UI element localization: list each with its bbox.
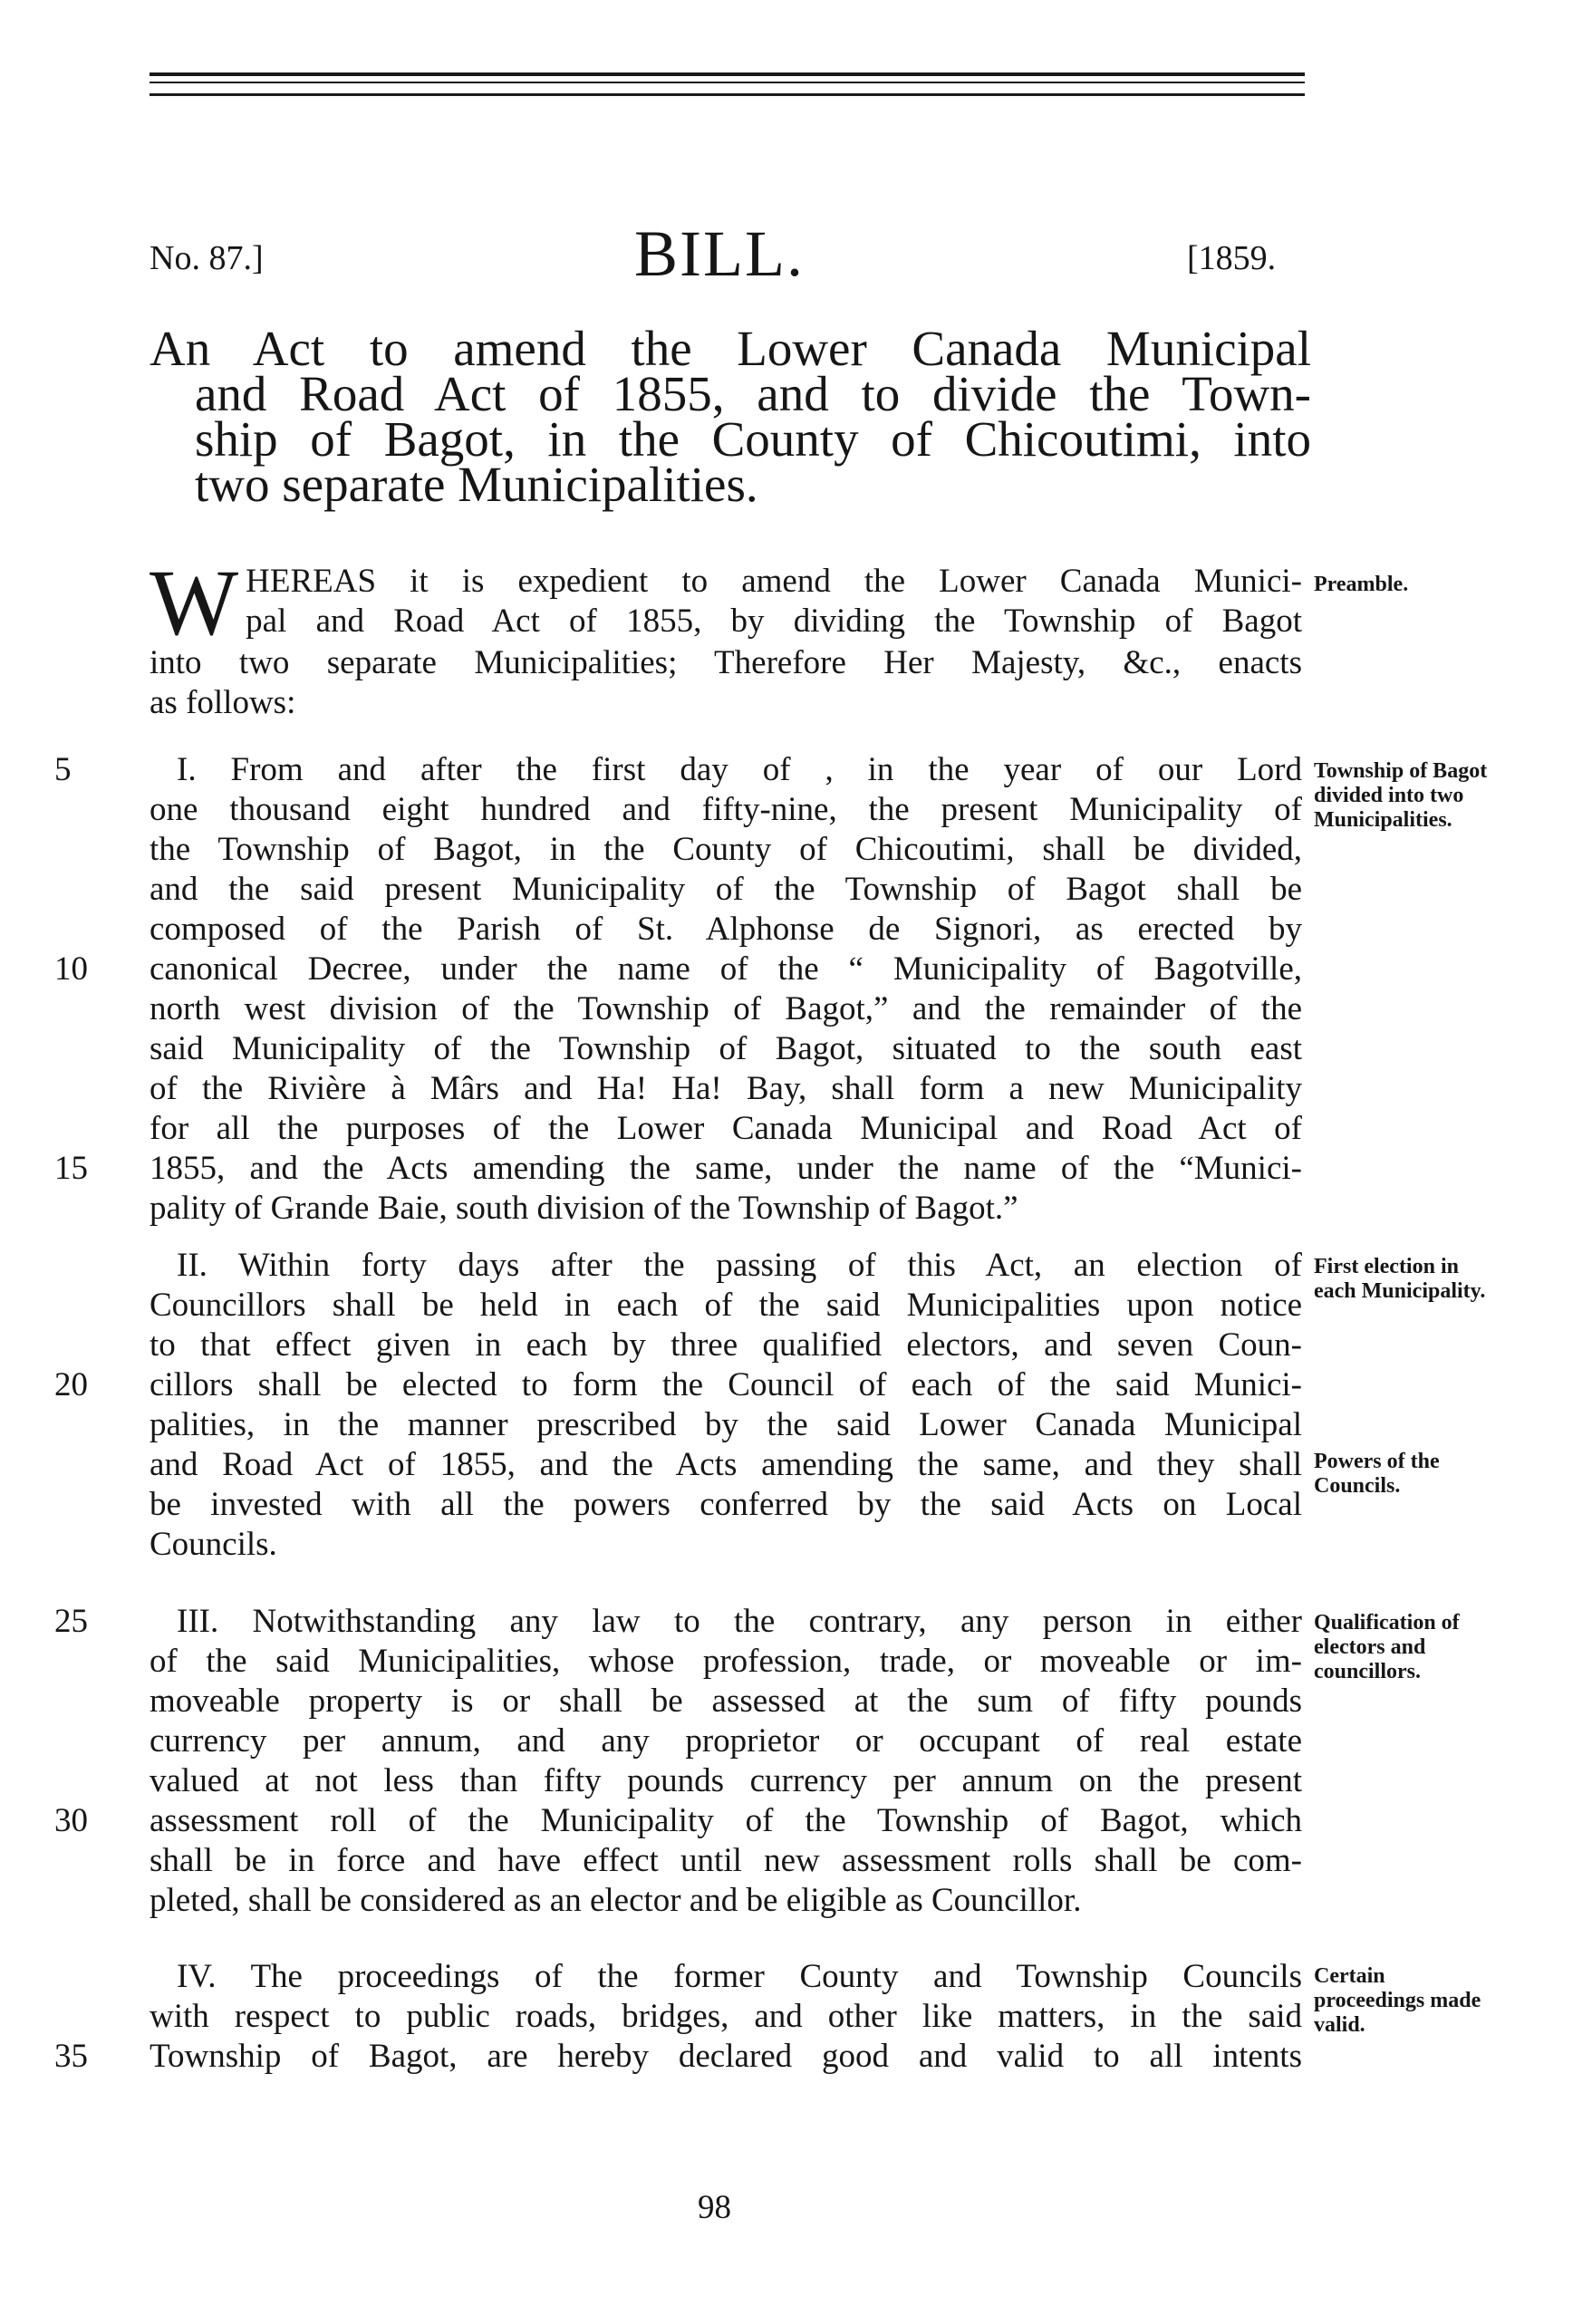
bill-year: [1859. (1187, 239, 1277, 277)
drop-cap: W (150, 551, 239, 655)
title-line: two separate Municipalities. (195, 457, 758, 512)
section-line: be invested with all the powers conferred by the said Acts on Local (150, 1486, 1302, 1523)
section-line: the Township of Bagot, in the County of Chicoutimi, shall be divided, (150, 831, 1302, 868)
section-line: currency per annum, and any proprietor or occupant of real estate (150, 1722, 1302, 1760)
section-4 (150, 1957, 1302, 2077)
preamble (150, 551, 1302, 723)
line-number: 25 (54, 1603, 88, 1640)
section-line: one thousand eight hundred and fifty-nine, the present Municipality of (150, 791, 1302, 828)
preamble-line: into two separate Municipalities; Therefore Her Majesty, &c., enacts (150, 644, 1302, 681)
section-line: moveable property is or shall be assessed at the sum of fifty pounds (150, 1683, 1302, 1720)
top-rule (150, 72, 1305, 76)
line-number: 15 (54, 1150, 88, 1187)
section-line: and Road Act of 1855, and the Acts amending the same, and they shall (150, 1446, 1302, 1483)
preamble-line: HEREAS it is expedient to amend the Lower Canada Munici- (246, 563, 1302, 600)
document-type: BILL. (634, 217, 805, 290)
title-line: ship of Bagot, in the County of Chicoutimi, into (195, 411, 1311, 467)
section-line: canonical Decree, under the name of the “ Municipality of Bagotville, (150, 950, 1302, 988)
section-3 (150, 1602, 1302, 1921)
preamble-line: as follows: (150, 684, 296, 721)
page-number: 98 (698, 2189, 731, 2226)
section-line: with respect to public roads, bridges, and other like matters, in the said (150, 1998, 1302, 2035)
top-rule (150, 82, 1305, 83)
margin-note: First election in each Municipality. (1314, 1255, 1486, 1303)
title-line: and Road Act of 1855, and to divide the Town- (195, 366, 1311, 421)
section-line: valued at not less than fifty pounds currency per annum on the present (150, 1762, 1302, 1799)
act-title (150, 321, 1311, 512)
line-number: 30 (54, 1802, 88, 1839)
section-line: III. Notwithstanding any law to the contrary, any person in either (177, 1603, 1302, 1640)
section-line: assessment roll of the Municipality of the Township of Bagot, which (150, 1802, 1302, 1839)
section-2 (150, 1246, 1302, 1565)
section-line: IV. The proceedings of the former County and Township Councils (177, 1958, 1302, 1995)
section-line: palities, in the manner prescribed by the said Lower Canada Municipal (150, 1406, 1302, 1443)
margin-note: Certain proceedings made valid. (1314, 1964, 1481, 2037)
margin-note: Qualification of electors and councillors. (1314, 1611, 1460, 1683)
section-line: pality of Grande Baie, south division of the Township of Bagot.” (150, 1190, 1018, 1227)
section-line: and the said present Municipality of the Township of Bagot shall be (150, 871, 1302, 908)
section-line: of the Rivière à Mârs and Ha! Ha! Bay, shall form a new Municipality (150, 1070, 1302, 1107)
margin-note: Township of Bagot divided into two Municipalities. (1314, 759, 1488, 832)
top-rule (150, 93, 1305, 96)
section-line: composed of the Parish of St. Alphonse de Signori, as erected by (150, 911, 1302, 948)
line-number: 10 (54, 950, 88, 988)
section-line: of the said Municipalities, whose profession, trade, or moveable or im- (150, 1643, 1302, 1680)
section-line: for all the purposes of the Lower Canada Municipal and Road Act of (150, 1110, 1302, 1147)
section-line: II. Within forty days after the passing of this Act, an election of (177, 1247, 1302, 1284)
section-line: pleted, shall be considered as an elector and be eligible as Councillor. (150, 1882, 1082, 1919)
margin-note: Preamble. (1314, 573, 1409, 596)
section-1 (150, 750, 1302, 1229)
section-line: 1855, and the Acts amending the same, under the name of the “Munici- (150, 1150, 1302, 1187)
section-line: I. From and after the first day of , in the year of our Lord (177, 751, 1302, 788)
preamble-line: pal and Road Act of 1855, by dividing the Township of Bagot (246, 603, 1302, 640)
title-line: An Act to amend the Lower Canada Municipal (150, 321, 1311, 376)
section-line: Councils. (150, 1526, 277, 1563)
section-line: cillors shall be elected to form the Council of each of the said Munici- (150, 1366, 1302, 1403)
section-line: Township of Bagot, are hereby declared good and valid to all intents (150, 2038, 1302, 2075)
line-number: 20 (54, 1366, 88, 1403)
bill-number: No. 87.] (150, 239, 264, 277)
margin-note: Powers of the Councils. (1314, 1450, 1440, 1498)
section-line: Councillors shall be held in each of the said Municipalities upon notice (150, 1287, 1302, 1324)
line-number: 35 (54, 2038, 88, 2075)
section-line: to that effect given in each by three qualified electors, and seven Coun- (150, 1326, 1302, 1364)
section-line: said Municipality of the Township of Bagot, situated to the south east (150, 1030, 1302, 1067)
section-line: shall be in force and have effect until new assessment rolls shall be com- (150, 1842, 1302, 1879)
line-number: 5 (54, 751, 72, 788)
section-line: north west division of the Township of Bagot,” and the remainder of the (150, 990, 1302, 1027)
